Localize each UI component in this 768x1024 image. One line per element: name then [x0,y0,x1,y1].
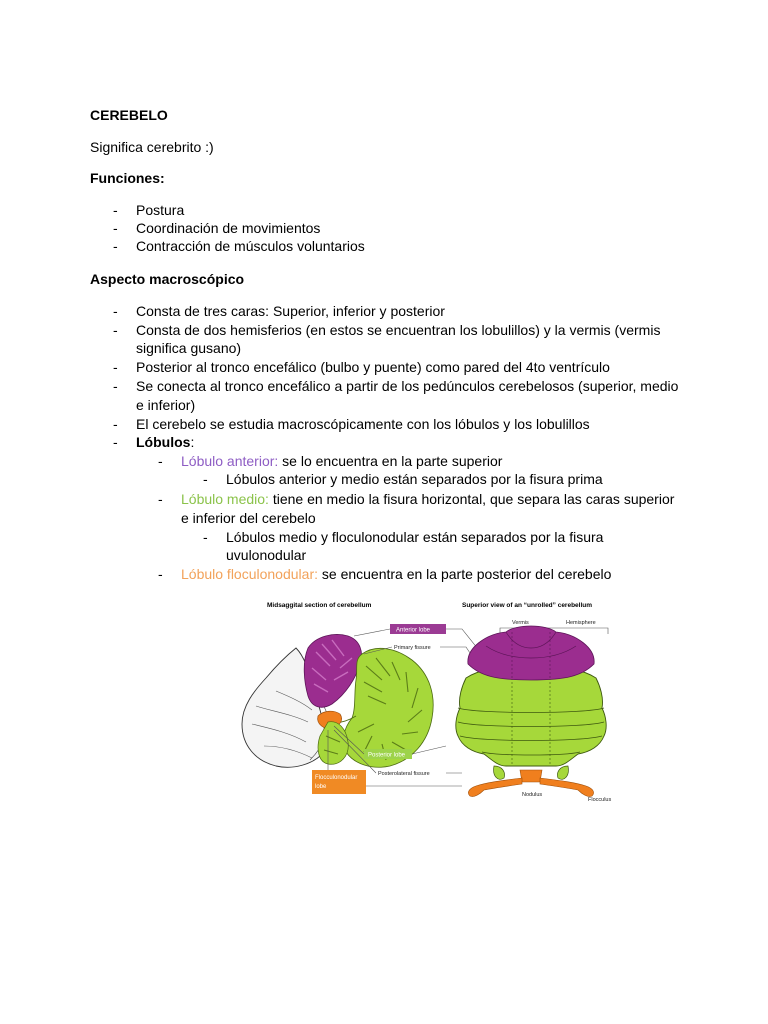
lobulo-medio-name: Lóbulo medio: [181,491,269,507]
cerebellum-figure [236,596,628,808]
anterior-lobe-label: Anterior lobe [396,627,431,634]
hemisphere-label: Hemisphere [566,620,596,626]
lobulo-floculonodular-item: Lóbulo floculonodular: se encuentra en la parte posterior del cerebelo [181,566,612,582]
flocculonodular-label-line1: Flocculonodular [315,775,358,781]
nodulus-label: Nodulus [522,792,543,798]
unrolled-anterior-lobe [468,626,594,680]
list-item: Lóbulos: [136,434,195,450]
list-item-continuation: significa gusano) [136,340,242,356]
list-bullet: - [113,378,118,394]
list-bullet: - [158,566,163,582]
list-item: Coordinación de movimientos [136,220,321,236]
list-item: Consta de dos hemisferios (en estos se encuentran los lobulillos) y la vermis (vermis [136,322,661,338]
list-bullet: - [203,529,208,545]
list-item: Lóbulos medio y floculonodular están separados por la fisura [226,529,604,545]
list-bullet: - [113,303,118,319]
primary-fissure-label: Primary fissure [394,645,431,651]
list-item-continuation: e inferior) [136,397,196,413]
list-item: Contracción de músculos voluntarios [136,238,365,254]
flocculus-label: Flocculus [588,797,612,803]
list-bullet: - [158,491,163,507]
list-item: Se conecta al tronco encefálico a partir de los pedúnculos cerebelosos (superior, medio [136,378,679,394]
list-item: Posterior al tronco encefálico (bulbo y puente) como pared del 4to ventrículo [136,359,610,375]
list-item: Lóbulos anterior y medio están separados por la fisura prima [226,471,603,487]
lobulo-anterior-name: Lóbulo anterior: [181,453,279,469]
list-bullet: - [113,416,118,432]
list-item: El cerebelo se estudia macroscópicamente con los lóbulos y los lobulillos [136,416,590,432]
list-bullet: - [203,471,208,487]
doc-title: CEREBELO [90,107,168,123]
list-bullet: - [113,434,118,450]
doc-subtitle: Significa cerebrito :) [90,139,214,155]
unrolled-posterior-lobe [456,666,606,779]
list-bullet: - [113,238,118,254]
flocculonodular-label-line2: lobe [315,784,327,790]
flocculonodular-label-box [312,770,366,794]
anterior-lobe-section [304,635,361,708]
list-bullet: - [113,322,118,338]
list-bullet: - [113,220,118,236]
lobulo-anterior-item: Lóbulo anterior: se lo encuentra en la parte superior [181,453,503,469]
posterior-lobe-label: Posterior lobe [368,752,406,759]
right-panel-title: Superior view of an “unrolled” cerebellum [462,602,593,609]
list-item-continuation: uvulonodular [226,547,307,563]
lobulos-label: Lóbulos [136,434,191,450]
list-bullet: - [158,453,163,469]
list-item: Postura [136,202,185,218]
list-item: Consta de tres caras: Superior, inferior y posterior [136,303,445,319]
left-panel-title: Midsaggital section of cerebellum [267,602,372,609]
funciones-heading: Funciones: [90,170,165,186]
posterolateral-fissure-label: Posterolateral fissure [378,771,430,777]
lobulo-medio-item: Lóbulo medio: tiene en medio la fisura horizontal, que separa las caras superior [181,491,675,507]
lobulo-floculonodular-name: Lóbulo floculonodular: [181,566,318,582]
aspecto-heading: Aspecto macroscópico [90,271,245,287]
list-bullet: - [113,202,118,218]
vermis-label: Vermis [512,620,529,626]
list-item-continuation: e inferior del cerebelo [181,510,316,526]
list-bullet: - [113,359,118,375]
